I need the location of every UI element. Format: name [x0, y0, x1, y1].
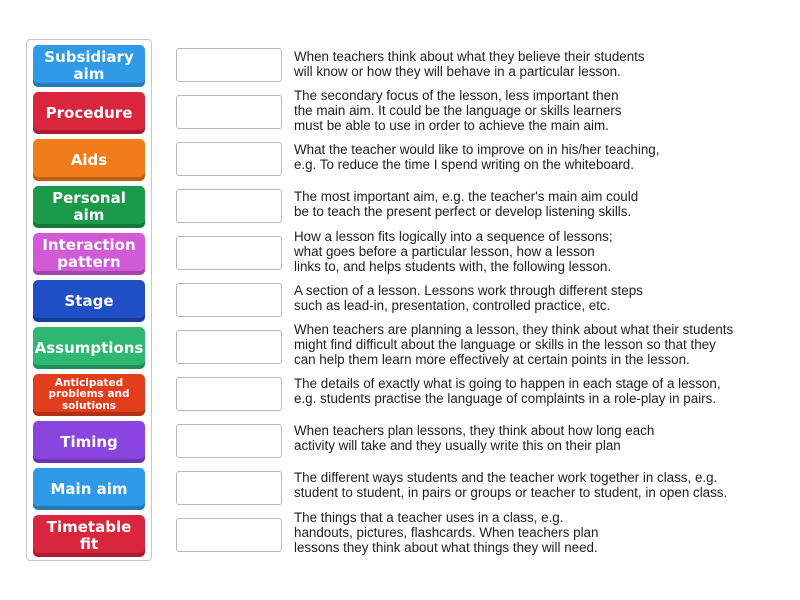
- tile-main-aim[interactable]: Main aim: [33, 468, 145, 510]
- description-10: The different ways students and the teacher work together in class, e.g. student to student, in pairs or groups or teacher to student, in open class.: [294, 470, 728, 500]
- drop-box-3[interactable]: [176, 142, 282, 176]
- tile-anticipated-problems[interactable]: Anticipated problems and solutions: [33, 374, 145, 416]
- description-5: How a lesson fits logically into a sequence of lessons; what goes before a particular lesson, how a lesson links to, and helps students with, the following lesson.: [294, 229, 613, 274]
- drop-box-5[interactable]: [176, 236, 282, 270]
- tile-panel: [26, 39, 152, 561]
- description-2: The secondary focus of the lesson, less important then the main aim. It could be the language or skills learners must be able to use in order to achieve the main aim.: [294, 88, 622, 133]
- description-4: The most important aim, e.g. the teacher's main aim could be to teach the present perfect or develop listening skills.: [294, 189, 639, 219]
- tile-procedure[interactable]: Procedure: [33, 92, 145, 134]
- drop-box-2[interactable]: [176, 95, 282, 129]
- description-6: A section of a lesson. Lessons work through different steps such as lead-in, presentation, controlled practice, etc.: [294, 283, 643, 313]
- tile-aids[interactable]: Aids: [33, 139, 145, 181]
- tile-personal-aim[interactable]: Personal aim: [33, 186, 145, 228]
- drop-box-6[interactable]: [176, 283, 282, 317]
- tile-assumptions[interactable]: Assumptions: [33, 327, 145, 369]
- tile-stage[interactable]: Stage: [33, 280, 145, 322]
- drop-box-9[interactable]: [176, 424, 282, 458]
- tile-interaction-pattern[interactable]: Interaction pattern: [33, 233, 145, 275]
- drop-box-10[interactable]: [176, 471, 282, 505]
- drop-box-4[interactable]: [176, 189, 282, 223]
- tile-subsidiary-aim[interactable]: Subsidiary aim: [33, 45, 145, 87]
- drop-box-11[interactable]: [176, 518, 282, 552]
- tile-timing[interactable]: Timing: [33, 421, 145, 463]
- drop-box-7[interactable]: [176, 330, 282, 364]
- description-8: The details of exactly what is going to happen in each stage of a lesson, e.g. students practise the language of complaints in a role-play in pairs.: [294, 376, 721, 406]
- description-7: When teachers are planning a lesson, they think about what their students might find difficult about the language or skills in the lesson so that they can help them learn more effectively at certain points in the lesson.: [294, 322, 734, 367]
- description-1: When teachers think about what they believe their students will know or how they will behave in a particular lesson.: [294, 49, 645, 79]
- description-11: The things that a teacher uses in a class, e.g. handouts, pictures, flashcards. When teachers plan lessons they think about what things they will need.: [294, 510, 599, 555]
- drop-box-1[interactable]: [176, 48, 282, 82]
- description-9: When teachers plan lessons, they think about how long each activity will take and they usually write this on their plan: [294, 423, 655, 453]
- drop-box-8[interactable]: [176, 377, 282, 411]
- tile-timetable-fit[interactable]: Timetable fit: [33, 515, 145, 557]
- description-3: What the teacher would like to improve on in his/her teaching, e.g. To reduce the time I spend writing on the whiteboard.: [294, 142, 660, 172]
